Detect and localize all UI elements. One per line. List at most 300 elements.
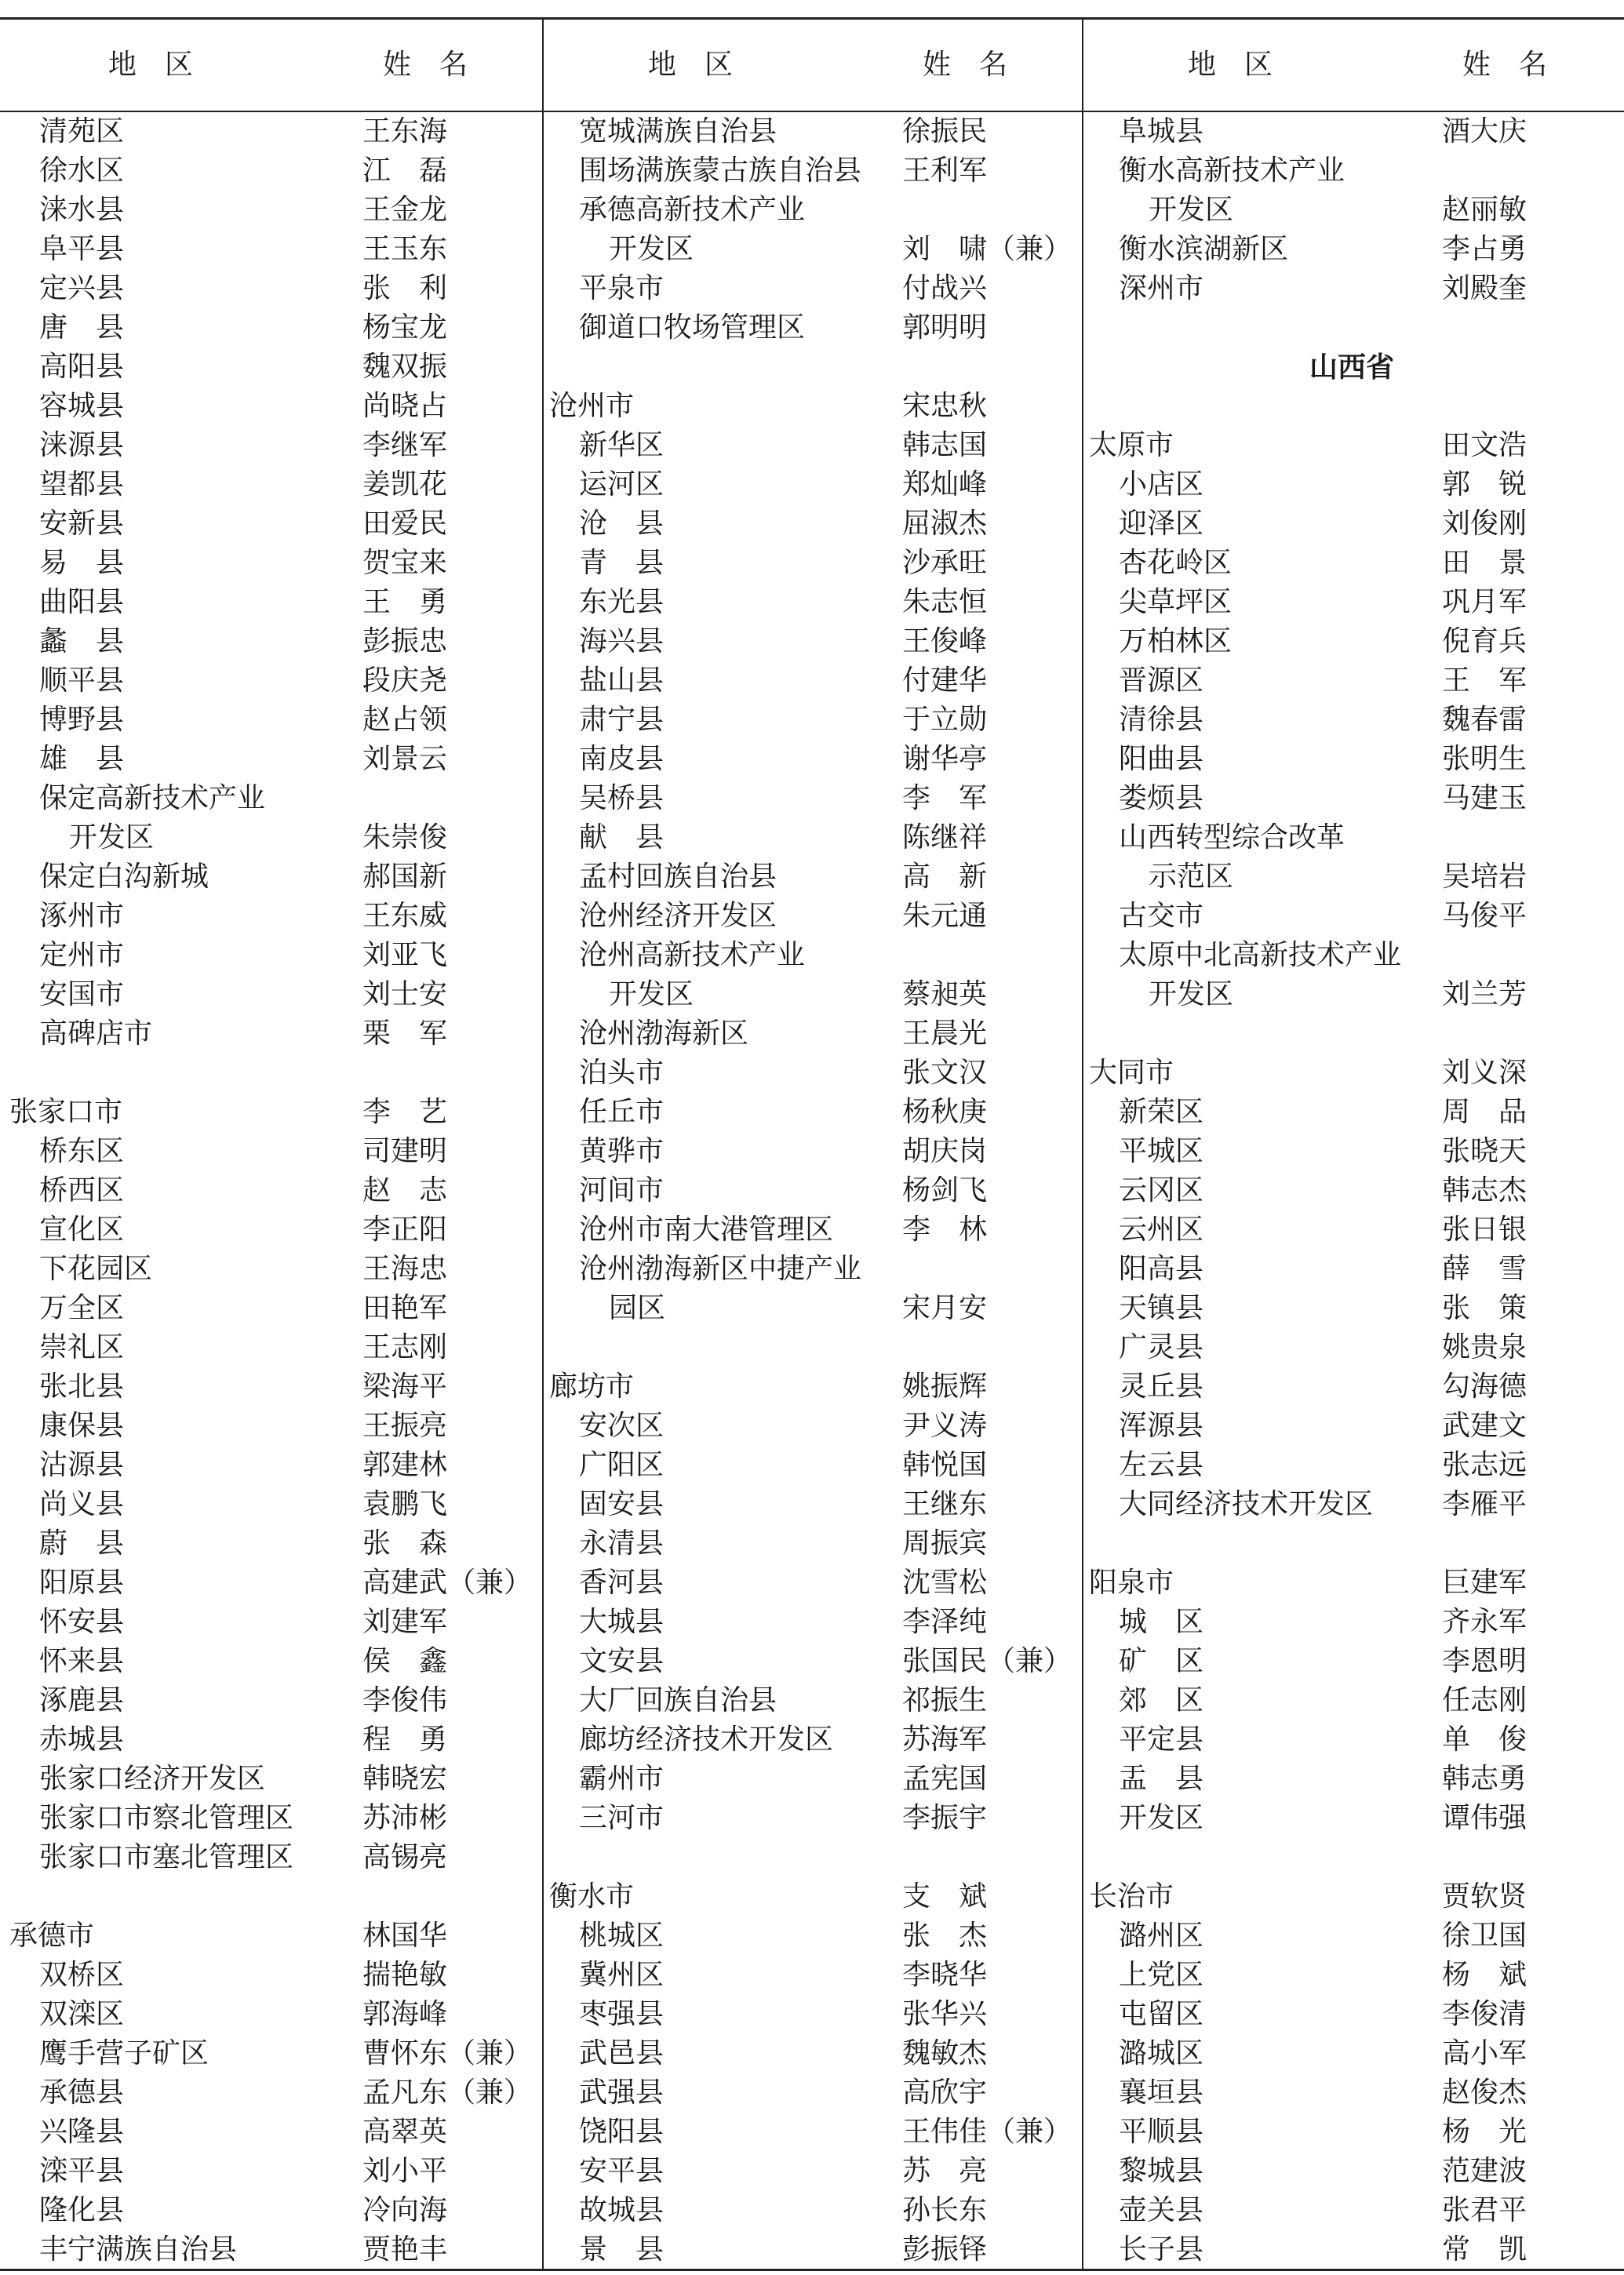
person-name: 张日银 <box>1442 1214 1528 1246</box>
entry-row <box>9 1210 535 1250</box>
person-name: 刘义深 <box>1442 1057 1528 1089</box>
region-name: 高碑店市 <box>39 1017 153 1050</box>
region-name: 固安县 <box>579 1488 665 1520</box>
person-name: 司建明 <box>362 1135 448 1167</box>
person-name: 苏海军 <box>902 1724 988 1756</box>
entry-row <box>1089 1093 1615 1132</box>
region-name: 安次区 <box>579 1410 665 1442</box>
person-name: 沙承旺 <box>902 547 988 579</box>
entry-row <box>549 1720 1075 1760</box>
region-name: 下花园区 <box>39 1253 153 1285</box>
person-name: 王 勇 <box>362 586 448 618</box>
person-name: 李俊伟 <box>362 1684 448 1716</box>
entry-row <box>1089 857 1615 897</box>
person-name: 周 品 <box>1442 1096 1528 1128</box>
entry-row <box>9 2191 535 2230</box>
region-name: 涿鹿县 <box>39 1684 125 1716</box>
city-row <box>549 1328 1075 1367</box>
entry-row <box>9 1995 535 2034</box>
person-name: 尚晓占 <box>362 390 448 422</box>
person-name: 李继军 <box>362 429 448 461</box>
person-name: 冷向海 <box>362 2194 448 2226</box>
person-name: 李晓华 <box>902 1959 988 1991</box>
person-name: 赵 志 <box>362 1174 448 1207</box>
region-name: 双桥区 <box>39 1959 125 1991</box>
entry-row <box>1089 1681 1615 1720</box>
person-name: 韩晓宏 <box>362 1763 448 1795</box>
region-name: 高阳县 <box>39 351 125 383</box>
region-name: 潞州区 <box>1119 1920 1204 1952</box>
region-name: 丰宁满族自治县 <box>39 2233 238 2266</box>
person-name: 杨秋庚 <box>902 1096 988 1128</box>
entry-row <box>1089 1799 1615 1838</box>
person-name: 李恩明 <box>1442 1645 1528 1677</box>
person-name: 李雁平 <box>1442 1488 1528 1520</box>
region-name: 承德市 <box>9 1920 95 1952</box>
region-name: 大同经济技术开发区 <box>1119 1488 1374 1520</box>
region-name: 平定县 <box>1119 1724 1204 1756</box>
entry-row <box>549 2230 1075 2270</box>
entry-row <box>549 740 1075 779</box>
person-name: 揣艳敏 <box>362 1959 448 1991</box>
region-name: 蔚 县 <box>39 1527 125 1560</box>
region-name: 双滦区 <box>39 1998 125 2030</box>
entry-row <box>549 230 1075 269</box>
entry-row <box>549 857 1075 897</box>
entry-row <box>9 191 535 230</box>
entry-row <box>9 112 535 151</box>
person-name: 郭海峰 <box>362 1998 448 2030</box>
region-name: 大厂回族自治县 <box>579 1684 777 1716</box>
entry-row <box>549 1093 1075 1132</box>
person-name: 张 杰 <box>902 1920 988 1952</box>
region-name: 宽城满族自治县 <box>579 115 777 147</box>
region-name: 平顺县 <box>1119 2116 1204 2148</box>
person-name: 杨 光 <box>1442 2116 1528 2148</box>
region-name: 涞源县 <box>39 429 125 461</box>
region-name: 大同市 <box>1089 1057 1174 1089</box>
person-name: 倪育兵 <box>1442 625 1528 657</box>
entry-row <box>1089 230 1615 269</box>
province-heading <box>1089 348 1615 387</box>
region-name: 廊坊市 <box>549 1370 635 1403</box>
region-name: 上党区 <box>1119 1959 1204 1991</box>
person-name: 谢华亭 <box>902 743 988 775</box>
person-name: 朱崇俊 <box>362 821 448 854</box>
region-name: 海兴县 <box>579 625 665 657</box>
entry-row <box>549 269 1075 308</box>
region-name: 安新县 <box>39 508 125 540</box>
entry-row <box>549 1171 1075 1210</box>
entry-row <box>1089 701 1615 740</box>
entry-row <box>1089 1916 1615 1956</box>
region-name: 平泉市 <box>579 272 665 304</box>
city-row <box>549 1838 1075 1877</box>
person-name: 孟宪国 <box>902 1763 988 1795</box>
column-divider <box>542 17 544 2271</box>
person-name: 支 斌 <box>902 1880 988 1913</box>
person-name: 陈继祥 <box>902 821 988 854</box>
person-name: 朱元通 <box>902 900 988 932</box>
entry-row <box>1089 151 1615 191</box>
entry-row <box>1089 2152 1615 2191</box>
person-name: 屈淑杰 <box>902 508 988 540</box>
person-name: 魏春雷 <box>1442 704 1528 736</box>
person-name: 王东海 <box>362 115 448 147</box>
entry-row <box>9 1720 535 1760</box>
region-name: 尖草坪区 <box>1119 586 1233 618</box>
person-name: 梁海平 <box>362 1370 448 1403</box>
entry-row <box>9 1367 535 1407</box>
city-row <box>9 1916 535 1956</box>
entry-row <box>1089 1328 1615 1367</box>
person-name: 李 军 <box>902 782 988 814</box>
region-name: 运河区 <box>579 468 665 500</box>
column-divider <box>1082 17 1083 2271</box>
region-name: 故城县 <box>579 2194 665 2226</box>
person-name: 李正阳 <box>362 1214 448 1246</box>
city-row <box>1089 1563 1615 1603</box>
person-name: 张 利 <box>362 272 448 304</box>
person-name: 刘殿奎 <box>1442 272 1528 304</box>
region-name: 沧州渤海新区中捷产业 <box>579 1253 862 1285</box>
person-name: 刘 啸（兼） <box>902 233 1072 265</box>
region-name: 万全区 <box>39 1292 125 1324</box>
person-name: 刘士安 <box>362 978 448 1010</box>
region-name: 张家口经济开发区 <box>39 1763 266 1795</box>
region-name: 阳泉市 <box>1089 1567 1174 1599</box>
person-name: 孟凡东（兼） <box>362 2077 533 2109</box>
person-name: 田 景 <box>1442 547 1528 579</box>
region-name: 徐水区 <box>39 155 125 187</box>
entry-row <box>9 504 535 544</box>
person-name: 高锡亮 <box>362 1841 448 1873</box>
region-name: 襄垣县 <box>1119 2077 1204 2109</box>
entry-row <box>1089 1289 1615 1328</box>
person-name: 王伟佳（兼） <box>902 2116 1072 2148</box>
column-1 <box>9 0 535 2275</box>
person-name: 王振亮 <box>362 1410 448 1442</box>
region-name: 涞水县 <box>39 194 125 226</box>
entry-row <box>9 348 535 387</box>
entry-row <box>1089 1367 1615 1407</box>
person-name: 刘兰芳 <box>1442 978 1528 1010</box>
region-name: 饶阳县 <box>579 2116 665 2148</box>
region-name: 潞城区 <box>1119 2037 1204 2069</box>
region-name: 三河市 <box>579 1802 665 1834</box>
entry-row <box>9 936 535 975</box>
entry-row <box>1089 1995 1615 2034</box>
region-name: 定兴县 <box>39 272 125 304</box>
region-name: 云州区 <box>1119 1214 1204 1246</box>
person-name: 李振宇 <box>902 1802 988 1834</box>
region-name: 兴隆县 <box>39 2116 125 2148</box>
entry-row <box>549 936 1075 975</box>
region-name: 平城区 <box>1119 1135 1204 1167</box>
region-name: 沧 县 <box>579 508 665 540</box>
entry-row <box>1089 661 1615 701</box>
region-name: 武邑县 <box>579 2037 665 2069</box>
entry-row <box>1089 1720 1615 1760</box>
region-name: 霸州市 <box>579 1763 665 1795</box>
person-name: 刘俊刚 <box>1442 508 1528 540</box>
person-name: 杨宝龙 <box>362 311 448 344</box>
entry-row <box>9 465 535 504</box>
region-name: 博野县 <box>39 704 125 736</box>
region-name: 山西转型综合改革 <box>1119 821 1345 854</box>
person-name: 王志刚 <box>362 1331 448 1363</box>
entry-row <box>9 1132 535 1171</box>
entry-row <box>549 1289 1075 1328</box>
city-row <box>549 1367 1075 1407</box>
column-rows <box>9 112 535 2270</box>
entry-row <box>9 1171 535 1210</box>
person-name: 任志刚 <box>1442 1684 1528 1716</box>
region-name: 枣强县 <box>579 1998 665 2030</box>
entry-row <box>1089 1171 1615 1210</box>
region-name: 定州市 <box>39 939 125 971</box>
region-name: 吴桥县 <box>579 782 665 814</box>
entry-row <box>1089 740 1615 779</box>
entry-row <box>9 387 535 426</box>
city-row <box>9 1054 535 1093</box>
region-name: 雄 县 <box>39 743 125 775</box>
person-name: 杨 斌 <box>1442 1959 1528 1991</box>
entry-row <box>549 151 1075 191</box>
person-name: 王俊峰 <box>902 625 988 657</box>
region-name: 山西省 <box>1309 351 1394 384</box>
person-name: 张 森 <box>362 1527 448 1560</box>
region-name: 清苑区 <box>39 115 125 147</box>
region-header: 地 区 <box>107 49 193 81</box>
person-name: 薛 雪 <box>1442 1253 1528 1285</box>
entry-row <box>9 1014 535 1054</box>
column-2 <box>549 0 1075 2275</box>
person-name: 郭 锐 <box>1442 468 1528 500</box>
person-name: 张明生 <box>1442 743 1528 775</box>
person-name: 贾艳丰 <box>362 2233 448 2266</box>
entry-row <box>1089 1132 1615 1171</box>
person-name: 郭建林 <box>362 1449 448 1481</box>
region-name: 屯留区 <box>1119 1998 1204 2030</box>
region-name: 娄烦县 <box>1119 782 1204 814</box>
name-header: 姓 名 <box>1462 49 1547 81</box>
person-name: 刘亚飞 <box>362 939 448 971</box>
person-name: 刘小平 <box>362 2155 448 2187</box>
region-name: 沧州市 <box>549 390 635 422</box>
city-row <box>1089 308 1615 348</box>
city-row <box>9 1093 535 1132</box>
entry-row <box>1089 897 1615 936</box>
region-name: 阜平县 <box>39 233 125 265</box>
region-name: 阳原县 <box>39 1567 125 1599</box>
entry-row <box>549 1446 1075 1485</box>
entry-row <box>1089 779 1615 818</box>
entry-row <box>549 1210 1075 1250</box>
entry-row <box>1089 1603 1615 1642</box>
region-name: 崇礼区 <box>39 1331 125 1363</box>
column-header <box>9 46 535 85</box>
entry-row <box>9 1485 535 1524</box>
region-name: 怀安县 <box>39 1606 125 1638</box>
entry-row <box>9 779 535 818</box>
person-name: 王晨光 <box>902 1017 988 1050</box>
region-name: 望都县 <box>39 468 125 500</box>
entry-row <box>549 191 1075 230</box>
person-name: 侯 鑫 <box>362 1645 448 1677</box>
entry-row <box>9 2073 535 2113</box>
entry-row <box>1089 465 1615 504</box>
entry-row <box>1089 1250 1615 1289</box>
person-name: 朱志恒 <box>902 586 988 618</box>
entry-row <box>549 1799 1075 1838</box>
region-name: 云冈区 <box>1119 1174 1204 1207</box>
person-name: 巨建军 <box>1442 1567 1528 1599</box>
entry-row <box>9 897 535 936</box>
region-name: 广灵县 <box>1119 1331 1204 1363</box>
entry-row <box>549 622 1075 661</box>
region-name: 任丘市 <box>579 1096 665 1128</box>
region-name: 开发区 <box>69 821 155 854</box>
entry-row <box>9 151 535 191</box>
region-name: 桥东区 <box>39 1135 125 1167</box>
entry-row <box>9 1799 535 1838</box>
person-name: 尹义涛 <box>902 1410 988 1442</box>
column-header <box>549 46 1075 85</box>
person-name: 酒大庆 <box>1442 115 1528 147</box>
person-name: 王海忠 <box>362 1253 448 1285</box>
entry-row <box>1089 1642 1615 1681</box>
region-name: 承德高新技术产业 <box>579 194 806 226</box>
region-name: 郊 区 <box>1119 1684 1204 1716</box>
person-name: 高翠英 <box>362 2116 448 2148</box>
person-name: 田艳军 <box>362 1292 448 1324</box>
entry-row <box>549 583 1075 622</box>
person-name: 马俊平 <box>1442 900 1528 932</box>
person-name: 曹怀东（兼） <box>362 2037 533 2069</box>
entry-row <box>1089 2230 1615 2270</box>
person-name: 贺宝来 <box>362 547 448 579</box>
name-header: 姓 名 <box>922 49 1007 81</box>
person-name: 彭振铎 <box>902 2233 988 2266</box>
entry-row <box>9 2230 535 2270</box>
city-row <box>549 348 1075 387</box>
region-name: 永清县 <box>579 1527 665 1560</box>
region-name: 文安县 <box>579 1645 665 1677</box>
person-name: 李 艺 <box>362 1096 448 1128</box>
entry-row <box>549 1642 1075 1681</box>
entry-row <box>549 701 1075 740</box>
region-name: 献 县 <box>579 821 665 854</box>
person-name: 李占勇 <box>1442 233 1528 265</box>
entry-row <box>9 269 535 308</box>
entry-row <box>9 1289 535 1328</box>
city-row <box>1089 1877 1615 1916</box>
region-name: 泊头市 <box>579 1057 665 1089</box>
person-name: 赵俊杰 <box>1442 2077 1528 2109</box>
person-name: 范建波 <box>1442 2155 1528 2187</box>
entry-row <box>9 1563 535 1603</box>
region-name: 孟村回族自治县 <box>579 861 777 893</box>
entry-row <box>1089 544 1615 583</box>
region-name: 开发区 <box>1149 194 1234 226</box>
entry-row <box>1089 2073 1615 2113</box>
entry-row <box>549 2034 1075 2073</box>
region-name: 承德县 <box>39 2077 125 2109</box>
entry-row <box>1089 2034 1615 2073</box>
city-row <box>1089 426 1615 465</box>
person-name: 胡庆岗 <box>902 1135 988 1167</box>
person-name: 周振宾 <box>902 1527 988 1560</box>
city-row <box>1089 387 1615 426</box>
person-name: 付建华 <box>902 664 988 697</box>
region-name: 盐山县 <box>579 664 665 697</box>
entry-row <box>9 975 535 1014</box>
region-name: 迎泽区 <box>1119 508 1204 540</box>
person-name: 张晓天 <box>1442 1135 1528 1167</box>
entry-row <box>549 544 1075 583</box>
city-row <box>549 1877 1075 1916</box>
region-name: 黄骅市 <box>579 1135 665 1167</box>
person-name: 韩志国 <box>902 429 988 461</box>
region-name: 涿州市 <box>39 900 125 932</box>
person-name: 郝国新 <box>362 861 448 893</box>
region-name: 滦平县 <box>39 2155 125 2187</box>
person-name: 段庆尧 <box>362 664 448 697</box>
region-name: 矿 区 <box>1119 1645 1204 1677</box>
region-name: 顺平县 <box>39 664 125 697</box>
region-name: 衡水滨湖新区 <box>1119 233 1289 265</box>
entry-row <box>9 2152 535 2191</box>
entry-row <box>9 1838 535 1877</box>
region-name: 沽源县 <box>39 1449 125 1481</box>
person-name: 赵占领 <box>362 704 448 736</box>
entry-row <box>1089 1485 1615 1524</box>
city-row <box>1089 1054 1615 1093</box>
person-name: 田文浩 <box>1442 429 1528 461</box>
region-name: 天镇县 <box>1119 1292 1204 1324</box>
region-name: 新荣区 <box>1119 1096 1204 1128</box>
entry-row <box>549 1132 1075 1171</box>
entry-row <box>9 544 535 583</box>
entry-row <box>549 661 1075 701</box>
person-name: 齐永军 <box>1442 1606 1528 1638</box>
person-name: 魏双振 <box>362 351 448 383</box>
person-name: 郑灿峰 <box>902 468 988 500</box>
entry-row <box>9 1760 535 1799</box>
region-name: 南皮县 <box>579 743 665 775</box>
entry-row <box>1089 1760 1615 1799</box>
person-name: 蔡昶英 <box>902 978 988 1010</box>
region-name: 壶关县 <box>1119 2194 1204 2226</box>
entry-row <box>549 897 1075 936</box>
person-name: 于立勋 <box>902 704 988 736</box>
entry-row <box>1089 504 1615 544</box>
region-name: 示范区 <box>1149 861 1234 893</box>
region-name: 安国市 <box>39 978 125 1010</box>
entry-row <box>1089 1407 1615 1446</box>
region-name: 城 区 <box>1119 1606 1204 1638</box>
region-name: 衡水高新技术产业 <box>1119 155 1345 187</box>
entry-row <box>549 1524 1075 1563</box>
entry-row <box>9 230 535 269</box>
region-name: 广阳区 <box>579 1449 665 1481</box>
person-name: 付战兴 <box>902 272 988 304</box>
person-name: 王 军 <box>1442 664 1528 697</box>
person-name: 李 林 <box>902 1214 988 1246</box>
entry-row <box>9 1524 535 1563</box>
person-name: 苏 亮 <box>902 2155 988 2187</box>
